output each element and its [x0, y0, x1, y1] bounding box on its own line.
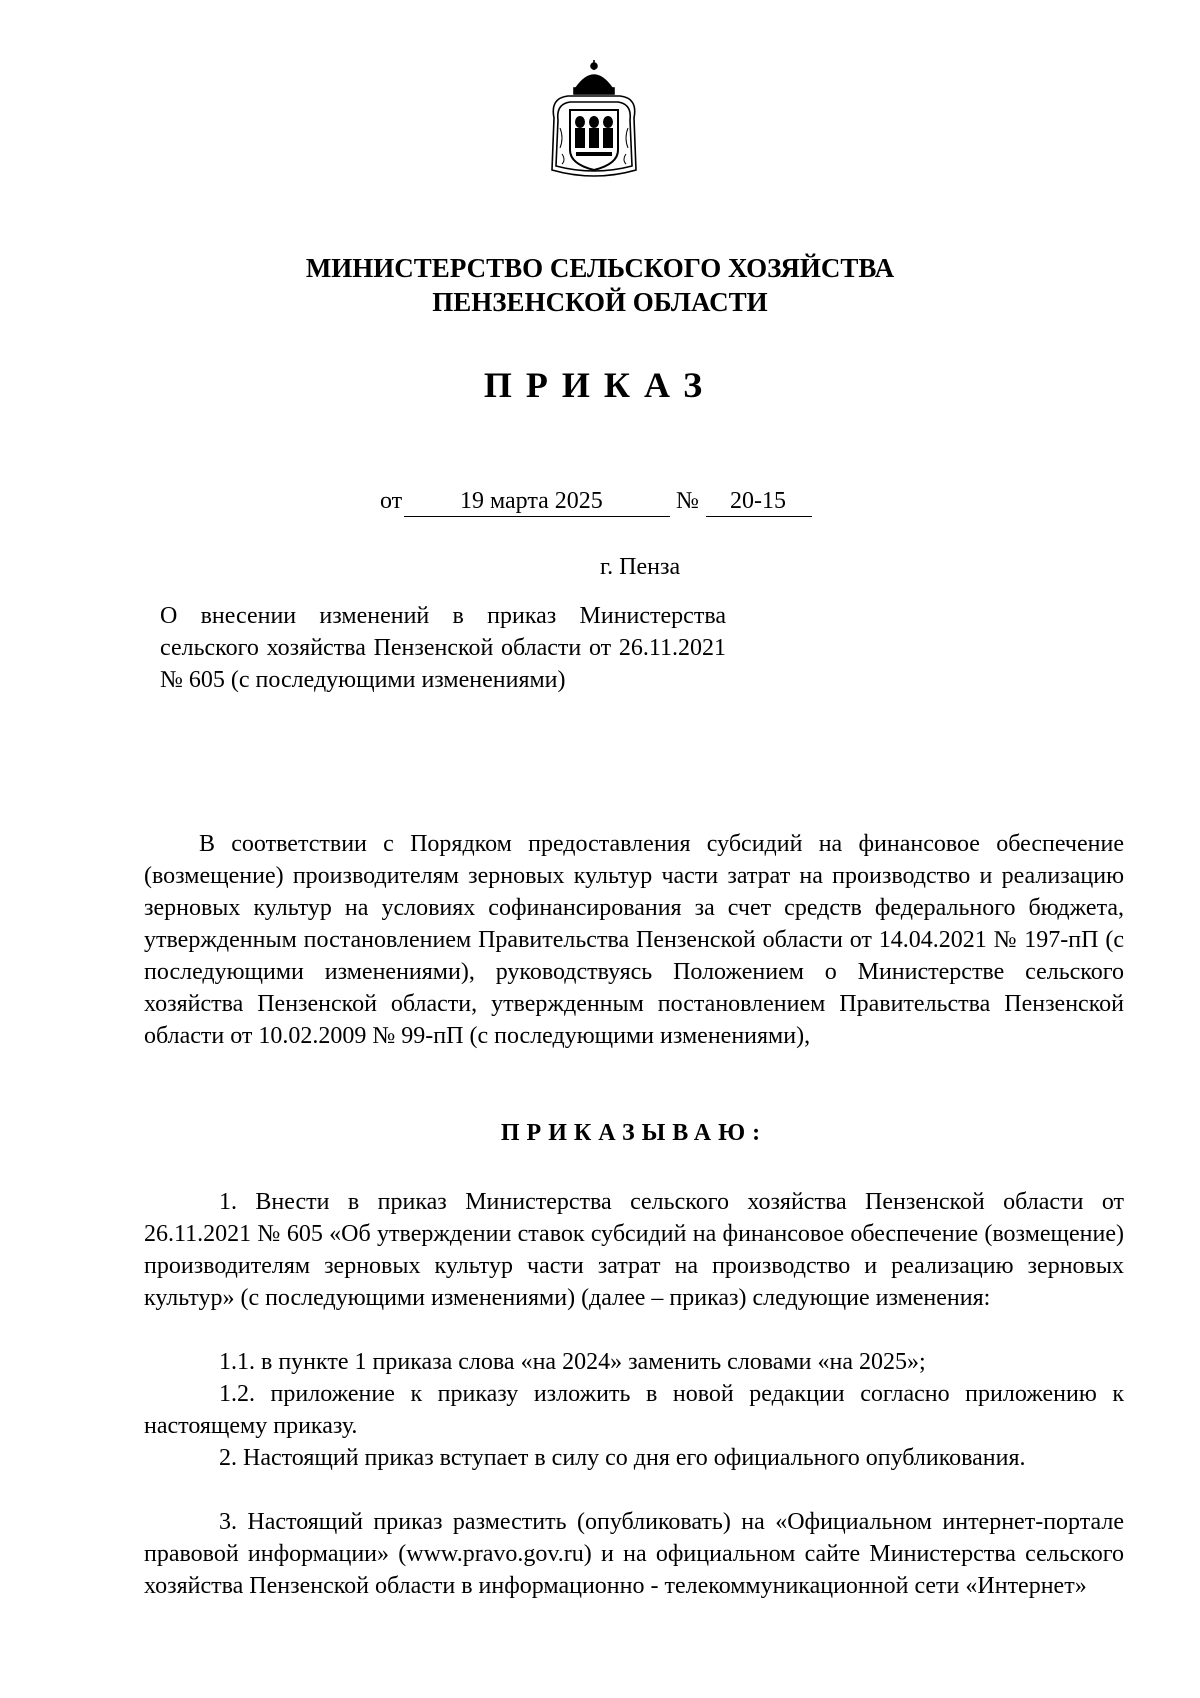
- document-subject: О внесении изменений в приказ Министерства сельского хозяйства Пензенской области от 26.11.2021 № 605 (с последующими изменениями): [160, 603, 726, 693]
- document-type-title: ПРИКАЗ: [483, 365, 717, 405]
- ministry-name-line1: МИНИСТЕРСТВО СЕЛЬСКОГО ХОЗЯЙСТВА: [305, 253, 895, 283]
- ministry-name-line2: ПЕНЗЕНСКОЙ ОБЛАСТИ: [432, 287, 768, 317]
- preamble-paragraph: В соответствии с Порядком предоставления субсидий на финансовое обеспечение (возмещение) производителям зерновых культур части затрат на производство и реализацию зерновых культур на условиях софинансирования за счет средств федерального бюджета, утвержденным постановлением Правительства Пензенской области от 14.04.2021 № 197-пП (с последующими изменениями), руководствуясь Положением о Министерстве сельского хозяйства Пензенской области, утвержденным постановлением Правительства Пензенской области от 10.02.2009 № 99-пП (с последующими изменениями),: [144, 831, 1124, 1049]
- document-city: г. Пенза: [600, 554, 681, 580]
- item-2: 2. Настоящий приказ вступает в силу со дня его официального опубликования.: [219, 1445, 1026, 1471]
- date-underline: [404, 516, 670, 517]
- item-3: 3. Настоящий приказ разместить (опубликовать) на «Официальном интернет-портале правовой информации» (www.pravo.gov.ru) и на официальном сайте Министерства сельского хозяйства Пензенской области в информационно - телекоммуникационной сети «Интернет»: [144, 1509, 1124, 1599]
- number-prefix: №: [676, 488, 699, 514]
- document-date: 19 марта 2025: [460, 488, 603, 514]
- item-1: 1. Внести в приказ Министерства сельского хозяйства Пензенской области от 26.11.2021 № 605 «Об утверждении ставок субсидий на финансовое обеспечение (возмещение) производителям зерновых культур части затрат на производство и реализацию зерновых культур» (с последующими изменениями) (далее – приказ) следующие изменения:: [144, 1189, 1124, 1311]
- item-1-2: 1.2. приложение к приказу изложить в новой редакции согласно приложению к настоящему приказу.: [144, 1381, 1124, 1439]
- date-prefix: от: [380, 488, 403, 514]
- order-heading: ПРИКАЗЫВАЮ:: [500, 1120, 768, 1146]
- coat-of-arms-emblem: [546, 58, 642, 180]
- number-underline: [706, 516, 812, 517]
- document-number: 20-15: [730, 488, 786, 514]
- item-1-1: 1.1. в пункте 1 приказа слова «на 2024» заменить словами «на 2025»;: [219, 1349, 926, 1375]
